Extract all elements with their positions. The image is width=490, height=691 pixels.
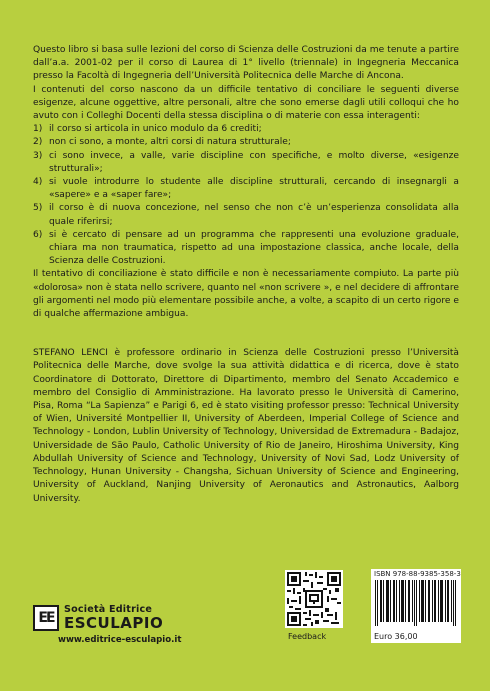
footer (0, 565, 490, 691)
price-label: Euro 36,00 (371, 630, 461, 643)
publisher-logo (33, 605, 163, 631)
intro-paragraph-1: Questo libro si basa sulle lezioni del corso di Scienza delle Costruzioni da me tenute a partire dall’a.a. 2001-02 per il corso di Laurea di 1° livello (triennale) in Ingegneria Meccanica presso la Facoltà di Ingegneria dell’Università Politecnica delle Marche di Ancona. (33, 45, 459, 82)
isbn-text: ISBN 978-88-9385-358-3 (374, 570, 461, 578)
publisher-name-line2: ESCULAPIO (64, 613, 164, 632)
list-item: 2) non ci sono, a monte, altri corsi di natura strutturale; (33, 137, 291, 148)
feedback-label: Feedback (288, 632, 327, 641)
requirements-list (33, 123, 459, 268)
spacer (33, 321, 459, 334)
barcode-icon (375, 580, 457, 626)
intro-paragraph-2: I contenuti del corso nascono da un difficile tentativo di conciliare le seguenti diverse esigenze, alcune oggettive, altre personali, altre che sono emerse dagli utili colloqui che ho avuto con i Colleghi Docenti della stessa disciplina o di materie con essa interagenti: (33, 84, 459, 122)
publisher-website[interactable]: www.editrice-esculapio.it (58, 635, 182, 645)
qr-code-icon[interactable] (285, 570, 343, 628)
publisher-logo-icon: EE (33, 605, 59, 631)
list-item: 5) il corso è di nuova concezione, nel senso che non c’è un’esperienza consolidata alla quale riferirsi; (33, 203, 459, 227)
qr-code-graphic (287, 572, 341, 626)
list-item: 1) il corso si articola in unico modulo da 6 crediti; (33, 124, 262, 135)
list-item: 6) si è cercato di pensare ad un programma che rappresenti una evoluzione graduale, chiara ma non traumatica, rispetto ad una impostazione classica, anche locale, della Scienza delle Costruzioni. (33, 229, 459, 267)
list-item: 3) ci sono invece, a valle, varie discipline con specifiche, e molto diverse, «esigenze strutturali»; (33, 150, 459, 174)
back-cover-text (33, 44, 459, 506)
conclusion-paragraph: Il tentativo di conciliazione è stato difficile e non è necessariamente compiuto. La parte più «dolorosa» non è stata nello scrivere, quanto nel «non scrivere », e nel decidere di affrontare gli argomenti nel modo più elementare possibile anche, a volte, a scapito di un certo rigore e di qualche affermazione ambigua. (33, 269, 459, 320)
author-bio: STEFANO LENCI è professore ordinario in Scienza delle Costruzioni presso l’Università Politecnica delle Marche, dove svolge la sua attività didattica e di ricerca, dove è stato Coordinatore di Dottorato, Direttore di Dipartimento, membro del Senato Accademico e membro del Consiglio di Amministrazione. Ha lavorato presso le Università di Camerino, Pisa, Roma “La Sapienza” e Parigi 6, ed è stato visiting professor presso: Technical University of Wien, Université Montpellier II, University of Aberdeen, Imperial College of Science and Technology - London, Lublin University of Technology, Universidad de Extremadura - Badajoz, Universidade de São Paulo, Catholic University of Rio de Janeiro, Hiroshima University, King Abdullah University of Science and Technology, University of Novi Sad, Lodz University of Technology, Hunan University - Changsha, Sichuan University of Science and Engineering, University of Auckland, Nanjing University of Aeronautics and Astronautics, Aalborg University. (33, 348, 459, 504)
publisher-name-line1: Società Editrice (64, 604, 153, 616)
list-item: 4) si vuole introdurre lo studente alle discipline strutturali, cercando di insegnargli a «sapere» e a «saper fare»; (33, 177, 459, 201)
